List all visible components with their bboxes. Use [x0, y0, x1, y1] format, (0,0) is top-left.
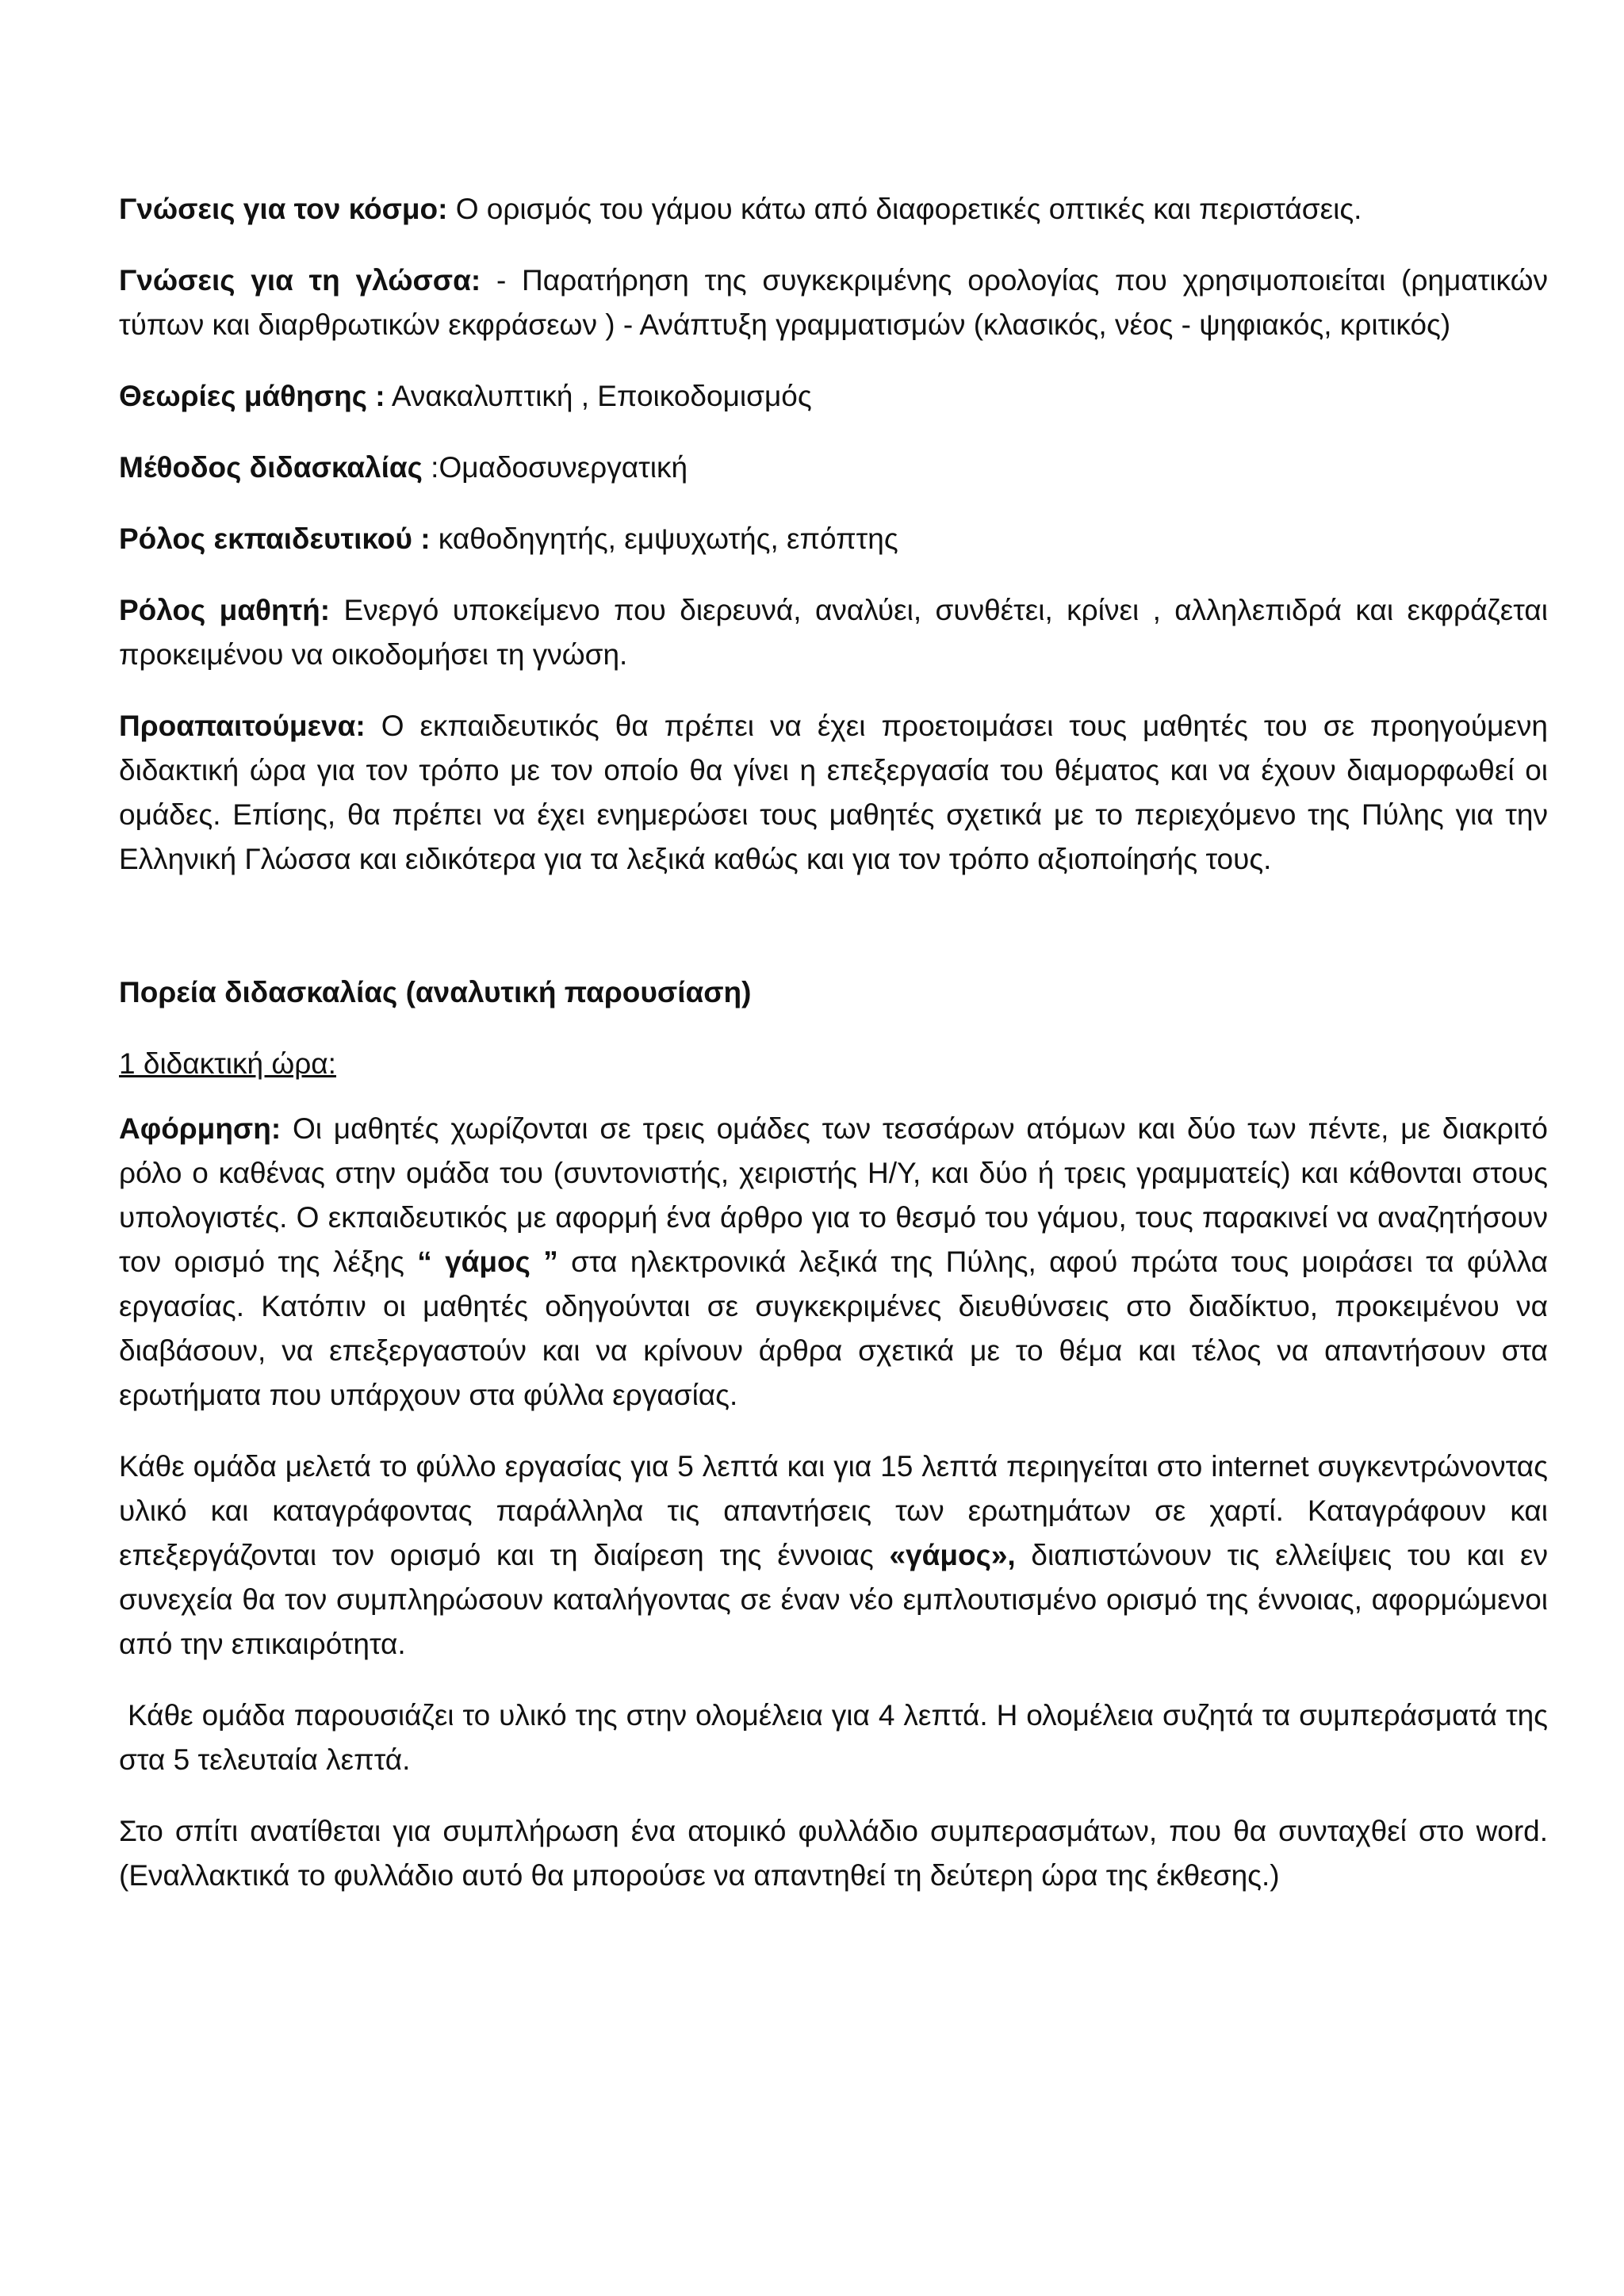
term-gamos-quoted: “ γάμος ” [417, 1246, 558, 1278]
paragraph-group-work [119, 1445, 1548, 1667]
paragraph-knowledge-world [119, 187, 1548, 232]
text-motivation-before: Οι μαθητές χωρίζονται σε τρεις ομάδες των τεσσάρων ατόμων και δύο των πέντε, με διακριτό ρόλο ο καθένας στην ομάδα του (συντονιστής, χειριστής Η/Υ, και δύο ή τρεις γραμματείς) και κάθονται στους υπολογιστές. Ο εκπαιδευτικός με αφορμή ένα άρθρο για το θεσμό του γάμου, τους παρακινεί να αναζητήσουν τον ορισμό της λέξης [119, 1112, 1548, 1278]
label-knowledge-language: Γνώσεις για τη γλώσσα: [119, 264, 481, 297]
paragraph-learning-theories [119, 374, 1548, 419]
label-prerequisites: Προαπαιτούμενα: [119, 710, 366, 742]
text-knowledge-language: - Παρατήρηση της συγκεκριμένης ορολογίας που χρησιμοποιείται (ρηματικών τύπων και διαρθρωτικών εκφράσεων ) - Ανάπτυξη γραμματισμών (κλασικός, νέος - ψηφιακός, κριτικός) [119, 264, 1548, 341]
document-body [119, 187, 1557, 1925]
label-motivation: Αφόρμηση: [119, 1112, 282, 1145]
text-prerequisites: Ο εκπαιδευτικός θα πρέπει να έχει προετοιμάσει τους μαθητές του σε προηγούμενη διδακτική ώρα για τον τρόπο με τον οποίο θα γίνει η επεξεργασία του θέματος και να έχουν διαμορφωθεί οι ομάδες. Επίσης, θα πρέπει να έχει ενημερώσει τους μαθητές σχετικά με το περιεχόμενο της Πύλης για την Ελληνική Γλώσσα και ειδικότερα για τα λεξικά καθώς και για τον τρόπο αξιοποίησής τους. [119, 710, 1548, 875]
label-teacher-role: Ρόλος εκπαιδευτικού : [119, 522, 431, 555]
label-knowledge-world: Γνώσεις για τον κόσμο: [119, 193, 448, 225]
text-student-role: Ενεργό υποκείμενο που διερευνά, αναλύει, συνθέτει, κρίνει , αλληλεπιδρά και εκφράζεται προκειμένου να οικοδομήσει τη γνώση. [119, 594, 1548, 671]
section-heading-course: Πορεία διδασκαλίας (αναλυτική παρουσίαση) [119, 976, 752, 1008]
label-teaching-method: Μέθοδος διδασκαλίας [119, 451, 423, 484]
label-learning-theories: Θεωρίες μάθησης : [119, 380, 385, 412]
text-motivation-after: στα ηλεκτρονικά λεξικά της Πύλης, αφού πρώτα τους μοιράσει τα φύλλα εργασίας. Κατόπιν οι μαθητές οδηγούνται σε συγκεκριμένες διευθύνσεις στο διαδίκτυο, προκειμένου να διαβάσουν, να επεξεργαστούν και να κρίνουν άρθρα σχετικά με το θέμα και τέλος να απαντήσουν στα ερωτήματα που υπάρχουν στα φύλλα εργασίας. [119, 1246, 1548, 1411]
paragraph-knowledge-language [119, 258, 1548, 347]
text-learning-theories: Ανακαλυπτική , Εποικοδομισμός [385, 380, 812, 412]
text-knowledge-world: Ο ορισμός του γάμου κάτω από διαφορετικές οπτικές και περιστάσεις. [447, 193, 1362, 225]
text-teacher-role: καθοδηγητής, εμψυχωτής, επόπτης [430, 522, 898, 555]
label-student-role: Ρόλος μαθητή: [119, 594, 331, 626]
text-teaching-method: :Ομαδοσυνεργατική [422, 451, 688, 484]
text-group-work-before: Κάθε ομάδα μελετά το φύλλο εργασίας για 5 λεπτά και για 15 λεπτά περιηγείται στο internet συγκεντρώνοντας υλικό και καταγράφοντας παράλληλα τις απαντήσεις των ερωτημάτων σε χαρτί. Καταγράφουν και επεξεργάζονται τον ορισμό και τη διαίρεση της έννοιας [119, 1450, 1548, 1571]
paragraph-prerequisites [119, 704, 1548, 882]
paragraph-motivation [119, 1107, 1548, 1418]
paragraph-teaching-method [119, 446, 1548, 490]
paragraph-teacher-role [119, 517, 1548, 561]
text-group-work-after: διαπιστώνουν τις ελλείψεις του και εν συνεχεία θα τον συμπληρώσουν καταλήγοντας σε έναν νέο εμπλουτισμένο ορισμό της έννοιας, αφορμώμενοι από την επικαιρότητα. [119, 1539, 1548, 1660]
term-gamos-guillemets: «γάμος», [889, 1539, 1016, 1571]
section-heading-period: 1 διδακτική ώρα: [119, 1047, 336, 1080]
paragraph-student-role [119, 588, 1548, 677]
paragraph-plenary: Κάθε ομάδα παρουσιάζει το υλικό της στην ολομέλεια για 4 λεπτά. Η ολομέλεια συζητά τα συμπεράσματά της στα 5 τελευταία λεπτά. [119, 1699, 1557, 1776]
paragraph-homework: Στο σπίτι ανατίθεται για συμπλήρωση ένα ατομικό φυλλάδιο συμπερασμάτων, που θα συνταχθεί στο word. (Εναλλακτικά το φυλλάδιο αυτό θα μπορούσε να απαντηθεί τη δεύτερη ώρα της έκθεσης.) [119, 1815, 1548, 1892]
